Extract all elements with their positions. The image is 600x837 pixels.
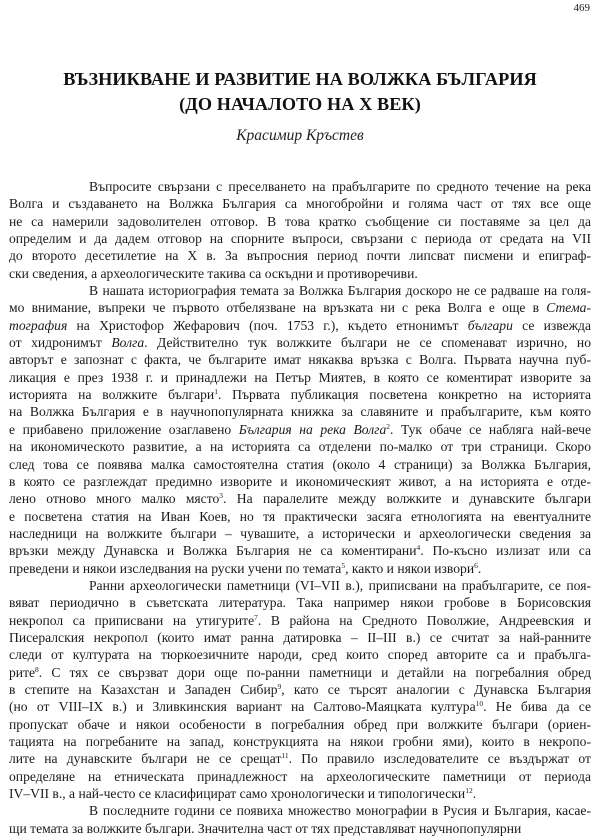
text-run: Писералския некропол (които имат ранна датировка – II–III в.) се считат за най-ранните <box>9 629 591 645</box>
italic-text: тография <box>9 317 68 333</box>
text-run: ски сведения, а археологическите такива са оскъдни и противоречиви. <box>9 265 418 281</box>
text-run: лите на дунавските българи не се срещат <box>9 751 282 767</box>
text-line <box>9 768 591 785</box>
text-run: се извежда <box>512 317 591 333</box>
text-run: вяват периодично в съветската литература. Така например някои гробове в Борисовския <box>9 595 591 611</box>
text-run: , както и някои извори <box>345 560 475 576</box>
footnote-ref: 12 <box>465 786 473 796</box>
footnote-ref: 5 <box>341 560 346 570</box>
text-run: . На паралелите между волжките и дунавските българи <box>223 491 591 507</box>
text-run: . Действително тук волжките българи не се споменават изрично, но <box>144 335 591 351</box>
text-line <box>9 317 591 334</box>
text-run: е посветена статия на Иван Коев, но тя практически засяга етнологията на евентуалните <box>9 508 591 524</box>
text-run: . С тях се свързват дори още по-ранни паметници и детайли на погребалния обред <box>38 664 591 680</box>
paragraph <box>9 577 591 802</box>
text-run: . <box>477 560 482 576</box>
text-line <box>9 820 591 837</box>
text-run: авторът е запознат с факта, че българите имат някаква връзка с Волга. Първата научна пуб- <box>9 352 591 368</box>
text-run: историята на волжките българи <box>9 387 215 403</box>
text-line <box>9 750 591 767</box>
text-line <box>9 178 591 195</box>
text-run: на Христофор Жефарович (поч. 1753 г.), където етнонимът <box>67 317 468 333</box>
text-run: Въпросите свързани с преселването на прабългарите по средното течение на река <box>89 179 591 194</box>
text-run: Ранни археологически паметници (VI–VII в.), приписвани на прабългарите, се поя- <box>89 577 591 593</box>
text-line <box>9 646 591 663</box>
text-line <box>9 473 591 490</box>
italic-text: българи <box>467 317 513 333</box>
text-run: в която се разглеждат предимно изворите и икономическият живот, а на историята е отде- <box>9 473 591 489</box>
text-line <box>9 195 591 212</box>
article-body <box>9 178 591 837</box>
text-run: некропол са приписвани на утигурите <box>9 612 255 628</box>
text-run: . Не бива да се <box>483 699 591 715</box>
paragraph <box>9 802 591 837</box>
text-run: преведени и някои изследвания на руски учени по темата <box>9 560 342 576</box>
footnote-ref: 8 <box>35 664 39 674</box>
text-line <box>9 490 591 507</box>
text-run: (но от VIII–IX в.) и Зливкинския вариант на Салтово-Маяцката култура <box>9 699 476 715</box>
text-run: връзки между Дунавска и Волжка България не са коментирани <box>9 543 417 559</box>
paragraph <box>9 178 591 282</box>
text-run: . <box>472 786 477 802</box>
italic-text: Волга <box>111 335 145 351</box>
text-run: наследници на волжките българи – чувашите, а исторически и археологически сведения за <box>9 525 591 541</box>
text-line <box>9 525 591 542</box>
text-line <box>9 681 591 698</box>
text-run: в степите на Казахстан и Западен Сибир <box>9 681 278 697</box>
text-line <box>9 456 591 473</box>
italic-text: България на река Волга <box>238 421 387 437</box>
text-run: , като се търсят аналогии с Дунавска България <box>281 681 591 697</box>
text-line <box>9 733 591 750</box>
footnote-ref: 6 <box>474 560 478 570</box>
footnote-ref: 1 <box>214 387 218 397</box>
text-line <box>9 577 591 594</box>
text-line <box>9 403 591 420</box>
text-run: . В района на Средното Поволжие, Андреевския и <box>257 612 591 628</box>
text-line <box>9 594 591 611</box>
text-line <box>9 213 591 230</box>
text-line <box>9 508 591 525</box>
text-run: на икономическото развитие, а на историята са отделени по-малко от три страници. Скоро <box>9 439 591 455</box>
footnote-ref: 7 <box>254 612 258 622</box>
text-run: тацията на погребаните на запад, конструкцията на някои гробни ями), които в некропо- <box>9 734 591 749</box>
text-line <box>9 265 591 282</box>
text-run: ликация е през 1938 г. и принадлежи на Петър Миятев, в която се коментират изворите за <box>9 369 591 385</box>
footnote-ref: 10 <box>475 699 484 709</box>
text-run: пропускат обаче и някои особености в погребалния обред при волжките българи (ориен- <box>9 716 591 732</box>
text-line <box>9 421 591 438</box>
text-line <box>9 802 591 819</box>
text-run: В нашата историография темата за Волжка България доскоро не се радваше на голя- <box>89 283 591 299</box>
text-run: от хидронимът <box>9 335 112 351</box>
text-line <box>9 230 591 247</box>
text-run: В последните години се появиха множество монографии в Русия и България, касае- <box>89 803 591 819</box>
text-line <box>9 716 591 733</box>
text-line <box>9 386 591 403</box>
text-run: Волга и създаването на Волжка България са многобройни и голяма част от тях все още <box>9 196 591 212</box>
text-run: не са намерили задоволителен отговор. В това кратко съобщение си поставяме за цел да <box>9 213 591 229</box>
text-run: . По правило изследователите се въздържат от <box>288 751 591 767</box>
text-line <box>9 629 591 646</box>
text-run: следи от културата на тюркоезичните народи, сред които според авторите са и прабълга- <box>9 647 591 663</box>
text-run: лено отново много малко място <box>9 491 220 507</box>
text-run: е прибавено приложение озаглавено <box>9 421 239 437</box>
footnote-ref: 11 <box>281 751 289 761</box>
text-line <box>9 438 591 455</box>
footnote-ref: 3 <box>219 491 224 501</box>
text-line <box>9 351 591 368</box>
text-run: на Волжка България е в научнопопулярната книжка за славяните и прабългарите, към която <box>9 404 591 420</box>
text-run: мо внимание, въпреки че първото отбелязване на връзката ни с река Волга е още в <box>9 300 547 316</box>
text-run: до второто десетилетие на X в. За въпросния период почти липсват писмени и епиграф- <box>9 248 591 264</box>
footnote-ref: 4 <box>416 543 421 553</box>
page-number: 469 <box>573 2 590 14</box>
text-run: след това се появява малка самостоятелна статия (около 4 страници) за Волжка България, <box>9 456 591 472</box>
text-run: . Първата публикация посветена конкретно на историята <box>217 387 591 403</box>
author-name: Красимир Кръстев <box>236 127 364 144</box>
text-run: IV–VII в., а най-често се класифицират само хронологически и типологически <box>9 786 466 802</box>
italic-text: Стема- <box>546 300 591 316</box>
text-line <box>9 612 591 629</box>
footnote-ref: 2 <box>386 421 391 431</box>
text-line <box>9 698 591 715</box>
text-run: щи темата за волжките българи. Значителна част от тях представляват научнопопулярни <box>9 820 522 836</box>
article-title-line-1: ВЪЗНИКВАНЕ И РАЗВИТИЕ НА ВОЛЖКА БЪЛГАРИЯ <box>63 69 537 89</box>
article-title-line-2: (ДО НАЧАЛОТО НА X ВЕК) <box>179 94 421 114</box>
text-run: рите <box>9 664 36 680</box>
text-run: определяне на етническата принадлежност на археологическите паметници от периода <box>9 768 591 784</box>
text-run: . По-късно излизат или са <box>420 543 591 559</box>
text-run: определим и да дадем отговор на спорните въпроси, свързани с периода от средата на VII <box>9 231 591 247</box>
text-line <box>9 369 591 386</box>
text-line <box>9 664 591 681</box>
text-line <box>9 282 591 299</box>
text-line <box>9 334 591 351</box>
text-run: . Тук обаче се набляга най-вече <box>390 421 591 437</box>
text-line <box>9 560 591 577</box>
text-line <box>9 299 591 316</box>
text-line <box>9 247 591 264</box>
paragraph <box>9 282 591 577</box>
text-line <box>9 542 591 559</box>
footnote-ref: 9 <box>277 681 282 691</box>
